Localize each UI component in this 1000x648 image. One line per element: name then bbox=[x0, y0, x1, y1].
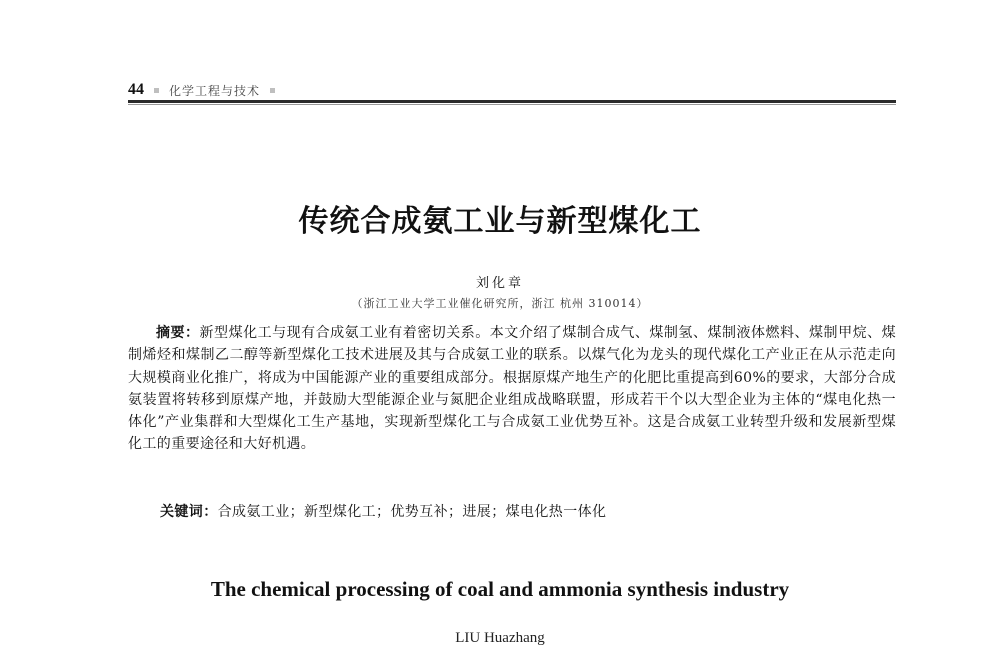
header-separator-icon bbox=[270, 88, 275, 93]
header-rule bbox=[128, 100, 896, 103]
header-separator-icon bbox=[154, 88, 159, 93]
abstract-label: 摘要： bbox=[156, 325, 200, 341]
author-en: LIU Huazhang bbox=[455, 630, 545, 646]
running-header bbox=[128, 79, 275, 101]
header-rule-thin bbox=[128, 104, 896, 105]
page-number: 44 bbox=[128, 81, 144, 98]
keywords bbox=[160, 501, 900, 521]
journal-name: 化学工程与技术 bbox=[169, 83, 261, 98]
keywords-text: 合成氨工业；新型煤化工；优势互补；进展；煤电化热一体化 bbox=[217, 504, 607, 520]
article-title-en: The chemical processing of coal and ammonia synthesis industry bbox=[210, 577, 790, 601]
abstract bbox=[128, 322, 896, 456]
abstract-text: 新型煤化工与现有合成氨工业有着密切关系。本文介绍了煤制合成气、煤制氢、煤制液体燃料、煤制甲烷、煤制烯烃和煤制乙二醇等新型煤化工技术进展及其与合成氨工业的联系。以煤气化为龙头的现代煤化工产业正在从示范走向大规模商业化推广，将成为中国能源产业的重要组成部分。根据原煤产地生产的化肥比重提高到60%的要求，大部分合成氨装置将转移到原煤产地，并鼓励大型能源企业与氮肥企业组成战略联盟，形成若干个以大型企业为主体的“煤电化热一体化”产业集群和大型煤化工生产基地，实现新型煤化工与合成氨工业优势互补。这是合成氨工业转型升级和发展新型煤化工的重要途径和大好机遇。 bbox=[128, 325, 897, 453]
article-title-cn: 传统合成氨工业与新型煤化工 bbox=[298, 204, 702, 239]
affiliation-cn: （浙江工业大学工业催化研究所，浙江 杭州 310014） bbox=[351, 297, 649, 310]
author-cn: 刘化章 bbox=[475, 276, 524, 291]
keywords-label: 关键词： bbox=[160, 504, 218, 520]
